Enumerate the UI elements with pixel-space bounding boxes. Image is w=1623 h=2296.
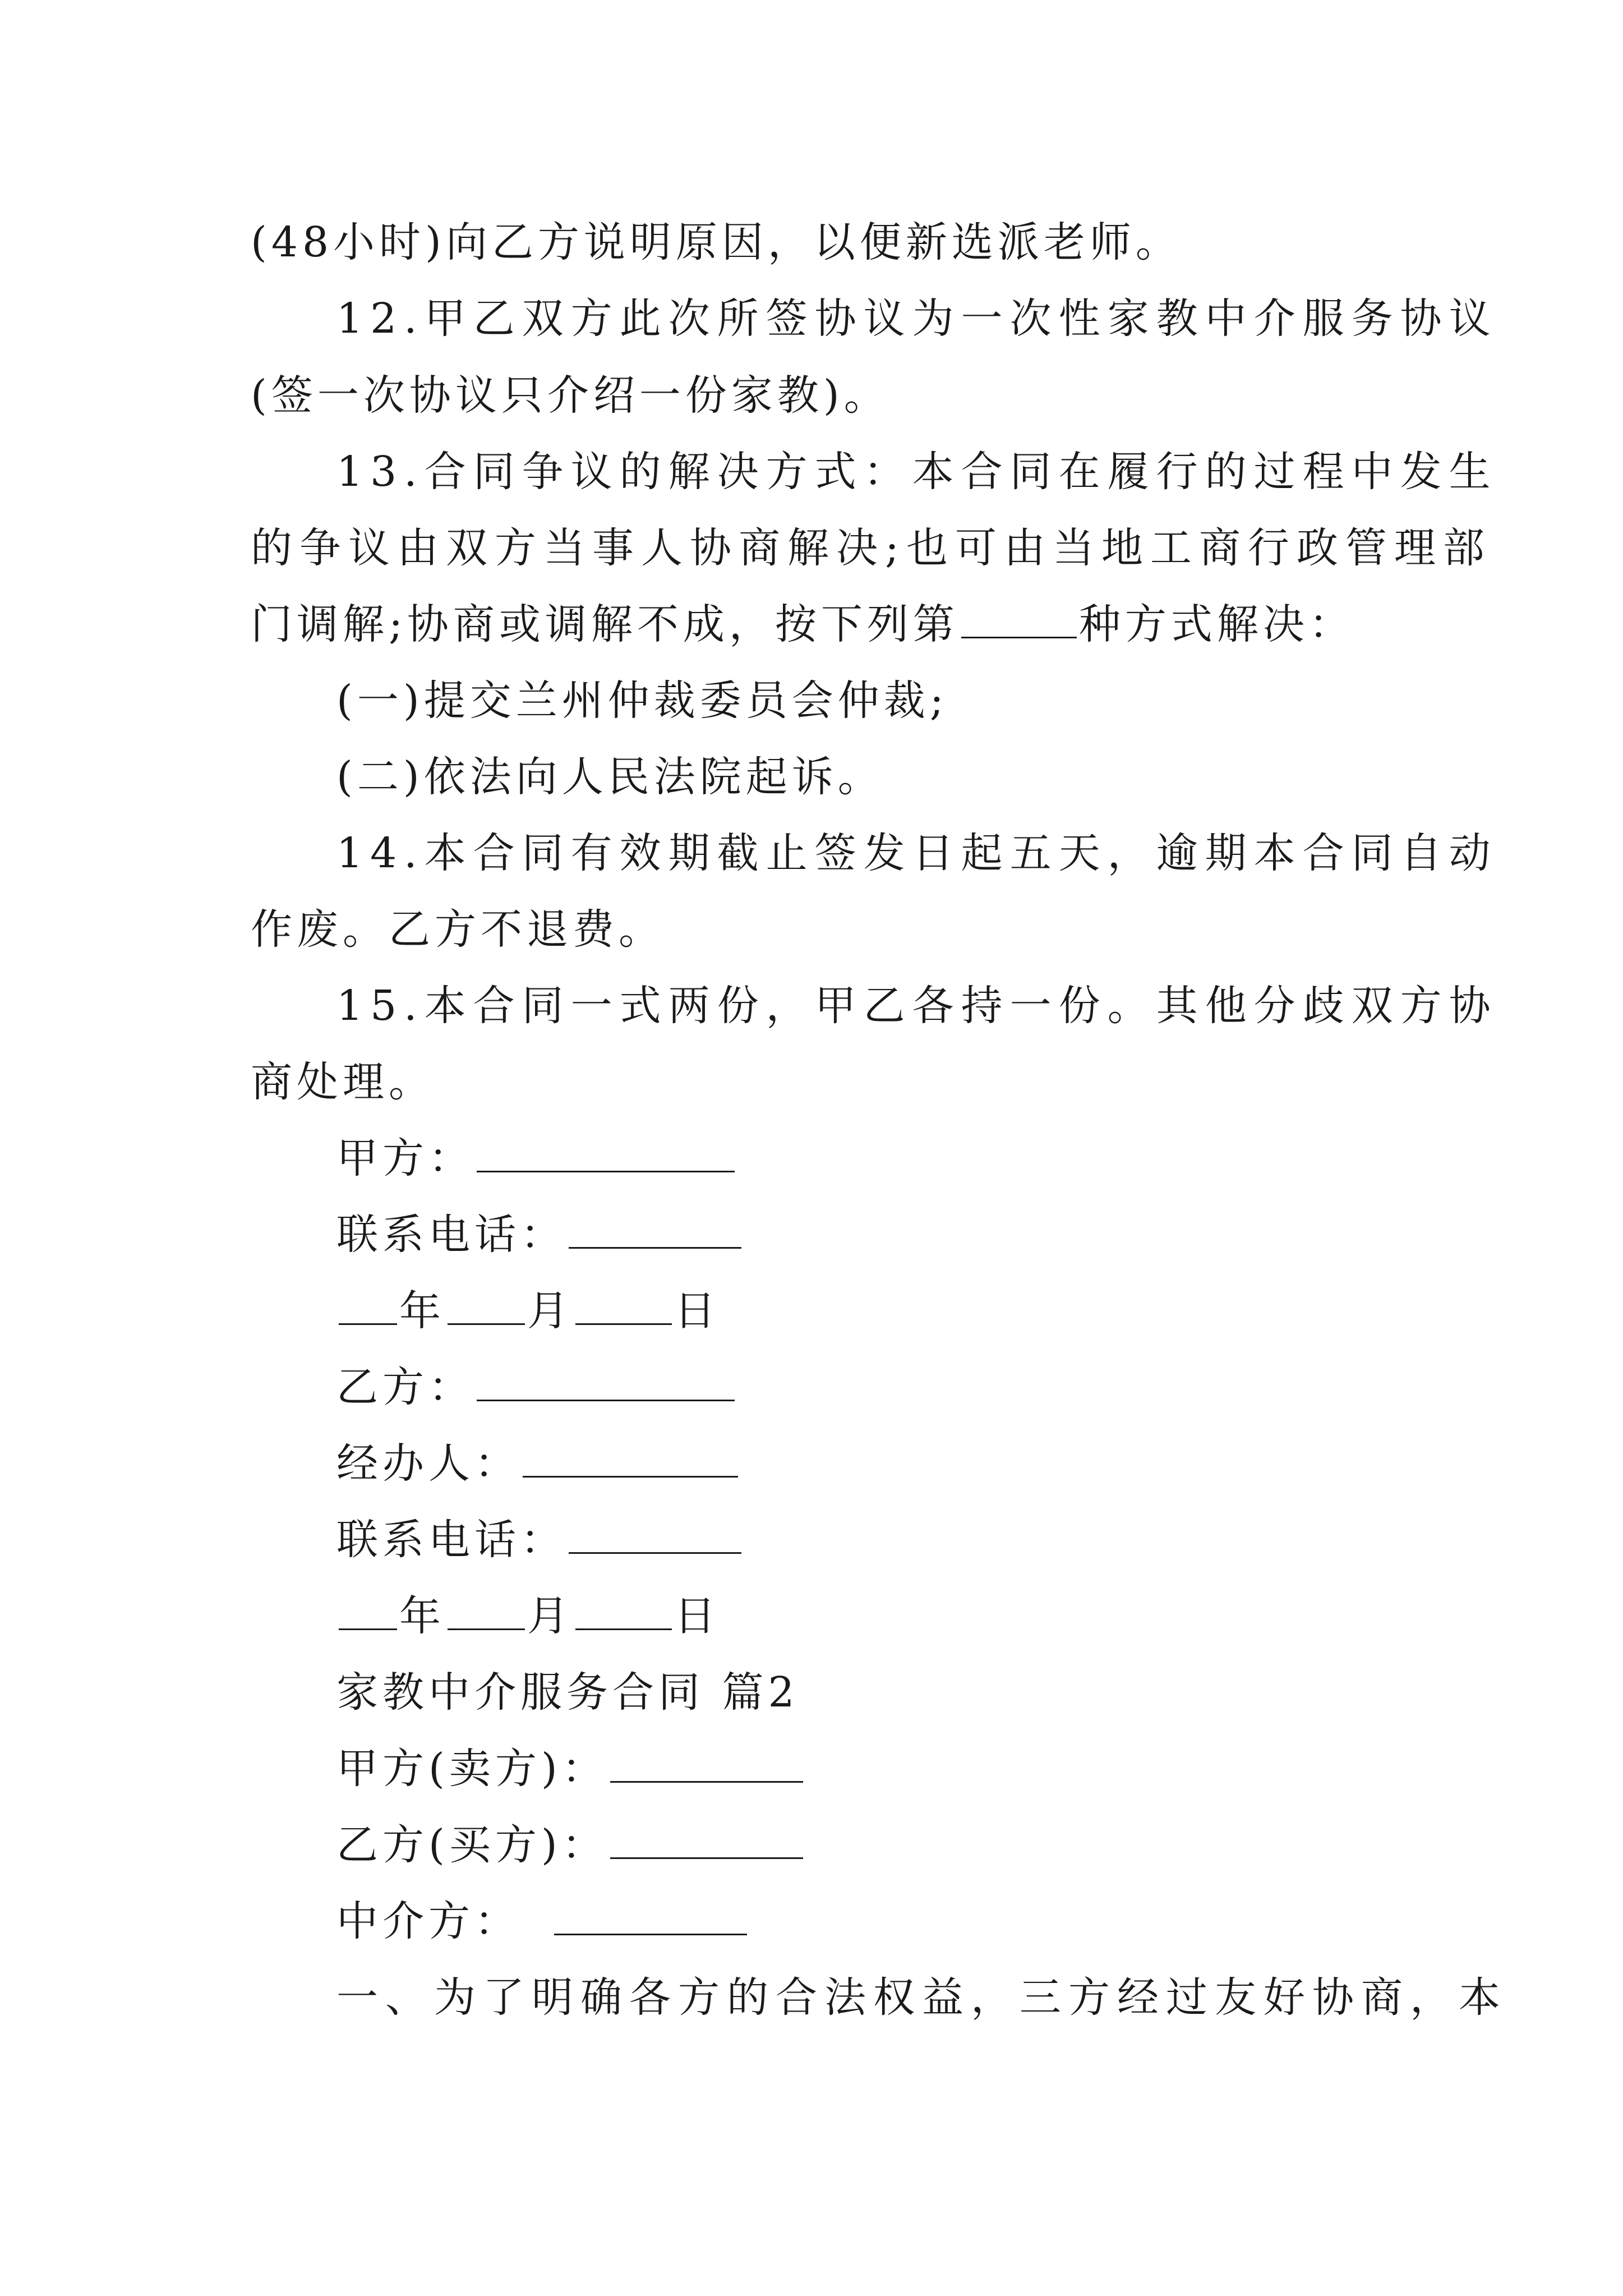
party-a-field	[0, 1128, 1623, 1189]
blank-field	[575, 1286, 672, 1325]
text: (二)依法向人民法院起诉。	[336, 753, 884, 801]
text: 14.本合同有效期截止签发日起五天，逾期本合同自动	[336, 829, 1498, 877]
text: 一、为了明确各方的合法权益，三方经过友好协商，本	[336, 1973, 1507, 2022]
blank-field	[339, 1591, 397, 1630]
handler-field	[0, 1433, 1623, 1494]
clause-1	[0, 1967, 1623, 2028]
label: 日	[674, 1287, 720, 1335]
title: 家教中介服务合同 篇2	[336, 1668, 799, 1717]
text-line	[0, 593, 1623, 655]
blank-field	[610, 1744, 803, 1783]
text-line	[0, 517, 1623, 579]
blank-field	[610, 1820, 803, 1859]
blank-field	[569, 1210, 741, 1249]
label: 年	[399, 1592, 445, 1640]
text: (一)提交兰州仲裁委员会仲裁;	[336, 677, 948, 725]
date-field	[0, 1585, 1623, 1647]
clause-15	[0, 975, 1623, 1037]
blank-field	[961, 600, 1077, 638]
text-line	[0, 899, 1623, 960]
blank-field	[477, 1134, 735, 1172]
text: 种方式解决：	[1078, 600, 1355, 648]
text: 商处理。	[251, 1058, 435, 1106]
section-title	[0, 1662, 1623, 1723]
blank-field	[477, 1363, 735, 1401]
text: 12.甲乙双方此次所签协议为一次性家教中介服务协议	[336, 295, 1498, 343]
blank-field	[569, 1515, 741, 1554]
label: 甲方：	[336, 1134, 474, 1182]
clause-13	[0, 441, 1623, 503]
text: (48小时)向乙方说明原因，以便新选派老师。	[251, 218, 1182, 266]
blank-field	[523, 1439, 738, 1478]
text-line	[0, 211, 1623, 273]
blank-field	[448, 1591, 525, 1630]
text-line	[0, 365, 1623, 426]
text: 13.合同争议的解决方式：本合同在履行的过程中发生	[336, 448, 1498, 496]
label: 经办人：	[336, 1439, 520, 1488]
label: 乙方(买方)：	[336, 1821, 608, 1869]
buyer-field	[0, 1814, 1623, 1876]
agent-field	[0, 1890, 1623, 1952]
blank-field	[339, 1286, 397, 1325]
text-line	[0, 670, 1623, 731]
label: 月	[527, 1287, 573, 1335]
text-line	[0, 746, 1623, 808]
text: 门调解;协商或调解不成，按下列第	[251, 600, 959, 648]
text: 15.本合同一式两份，甲乙各持一份。其他分歧双方协	[336, 982, 1498, 1030]
text-line	[0, 1051, 1623, 1113]
blank-field	[554, 1897, 747, 1935]
text: 作废。乙方不退费。	[251, 905, 665, 954]
text: 的争议由双方当事人协商解决;也可由当地工商行政管理部	[251, 524, 1492, 572]
label: 联系电话：	[336, 1211, 566, 1259]
label: 甲方(卖方)：	[336, 1745, 608, 1793]
phone-field	[0, 1509, 1623, 1571]
seller-field	[0, 1738, 1623, 1800]
blank-field	[575, 1591, 672, 1630]
label: 联系电话：	[336, 1516, 566, 1564]
text: (签一次协议只介绍一份家教)。	[251, 371, 890, 420]
date-field	[0, 1280, 1623, 1342]
label: 日	[674, 1592, 720, 1640]
blank-field	[448, 1286, 525, 1325]
label: 乙方：	[336, 1363, 474, 1411]
clause-12	[0, 288, 1623, 349]
label: 月	[527, 1592, 573, 1640]
label: 中介方：	[336, 1897, 520, 1945]
phone-field	[0, 1204, 1623, 1266]
label: 年	[399, 1287, 445, 1335]
party-b-field	[0, 1356, 1623, 1418]
clause-14	[0, 822, 1623, 884]
